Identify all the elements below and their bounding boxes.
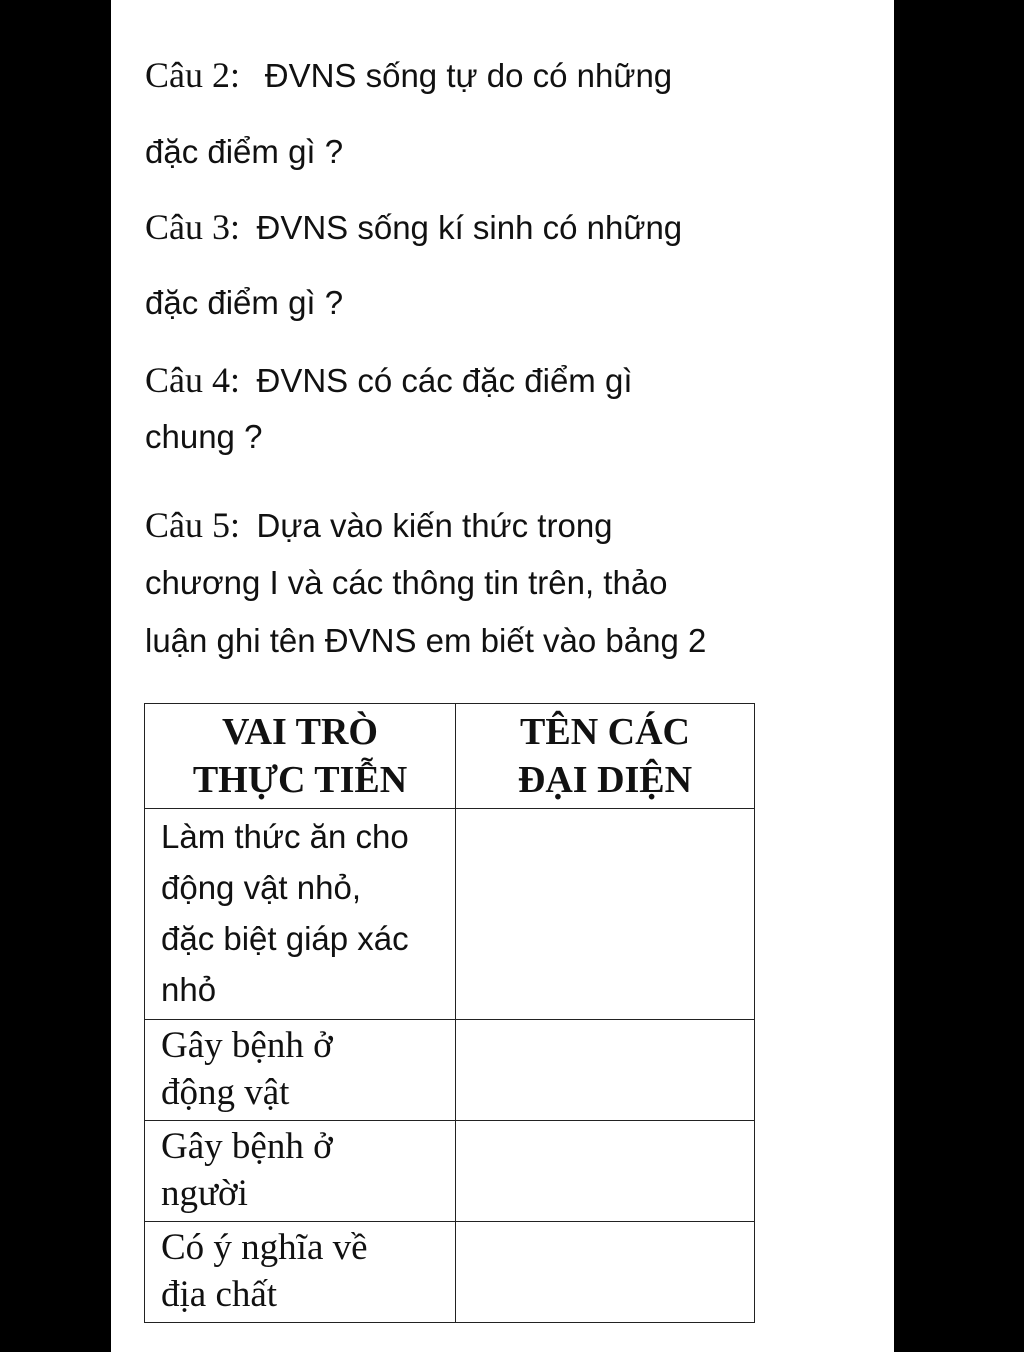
question-text-line: ĐVNS sống kí sinh có những — [256, 209, 683, 246]
header-line: VAI TRÒ — [222, 711, 378, 753]
question-number: Câu 5: — [145, 505, 240, 545]
table-row — [145, 809, 755, 1020]
question-text-line: đặc điểm gì ? — [145, 133, 344, 170]
question-text-line: đặc điểm gì ? — [145, 284, 344, 321]
cell-line: Gây bệnh ở — [161, 1025, 333, 1066]
role-cell — [145, 1121, 456, 1222]
role-table — [144, 703, 755, 1323]
cell-line: người — [161, 1173, 248, 1214]
question-number: Câu 3: — [145, 207, 240, 247]
question-4 — [145, 352, 633, 410]
question-number: Câu 4: — [145, 360, 240, 400]
header-examples — [456, 704, 755, 809]
cell-line: Làm thức ăn cho — [161, 818, 409, 855]
question-text-line: Dựa vào kiến thức trong — [256, 507, 613, 544]
table-row — [145, 1020, 755, 1121]
cell-line: động vật — [161, 1072, 290, 1113]
header-role — [145, 704, 456, 809]
question-number: Câu 2: — [145, 55, 240, 95]
question-text-line: ĐVNS có các đặc điểm gì — [256, 362, 633, 399]
cell-line: động vật nhỏ, — [161, 869, 361, 906]
example-cell[interactable] — [456, 1020, 755, 1121]
cell-line: đặc biệt giáp xác — [161, 920, 409, 957]
header-line: TÊN CÁC — [520, 711, 690, 753]
question-text-line: ĐVNS sống tự do có những — [264, 57, 673, 94]
cell-line: địa chất — [161, 1274, 278, 1315]
question-text-line: chung ? — [145, 418, 263, 455]
question-text-line: chương I và các thông tin trên, thảo — [145, 564, 668, 601]
question-2 — [145, 47, 672, 105]
question-5 — [145, 497, 613, 555]
question-3 — [145, 199, 682, 257]
role-cell — [145, 1020, 456, 1121]
document-page — [111, 0, 894, 1352]
table-row — [145, 1222, 755, 1323]
role-cell — [145, 1222, 456, 1323]
header-line: THỰC TIỄN — [192, 759, 408, 801]
cell-line: Có ý nghĩa về — [161, 1227, 368, 1268]
cell-line: Gây bệnh ở — [161, 1126, 333, 1167]
example-cell[interactable] — [456, 1121, 755, 1222]
header-line: ĐẠI DIỆN — [517, 759, 693, 801]
role-cell — [145, 809, 456, 1020]
question-text-line: luận ghi tên ĐVNS em biết vào bảng 2 — [145, 622, 707, 659]
example-cell[interactable] — [456, 809, 755, 1020]
table-row — [145, 1121, 755, 1222]
example-cell[interactable] — [456, 1222, 755, 1323]
cell-line: nhỏ — [161, 971, 217, 1008]
table-header-row — [145, 704, 755, 809]
